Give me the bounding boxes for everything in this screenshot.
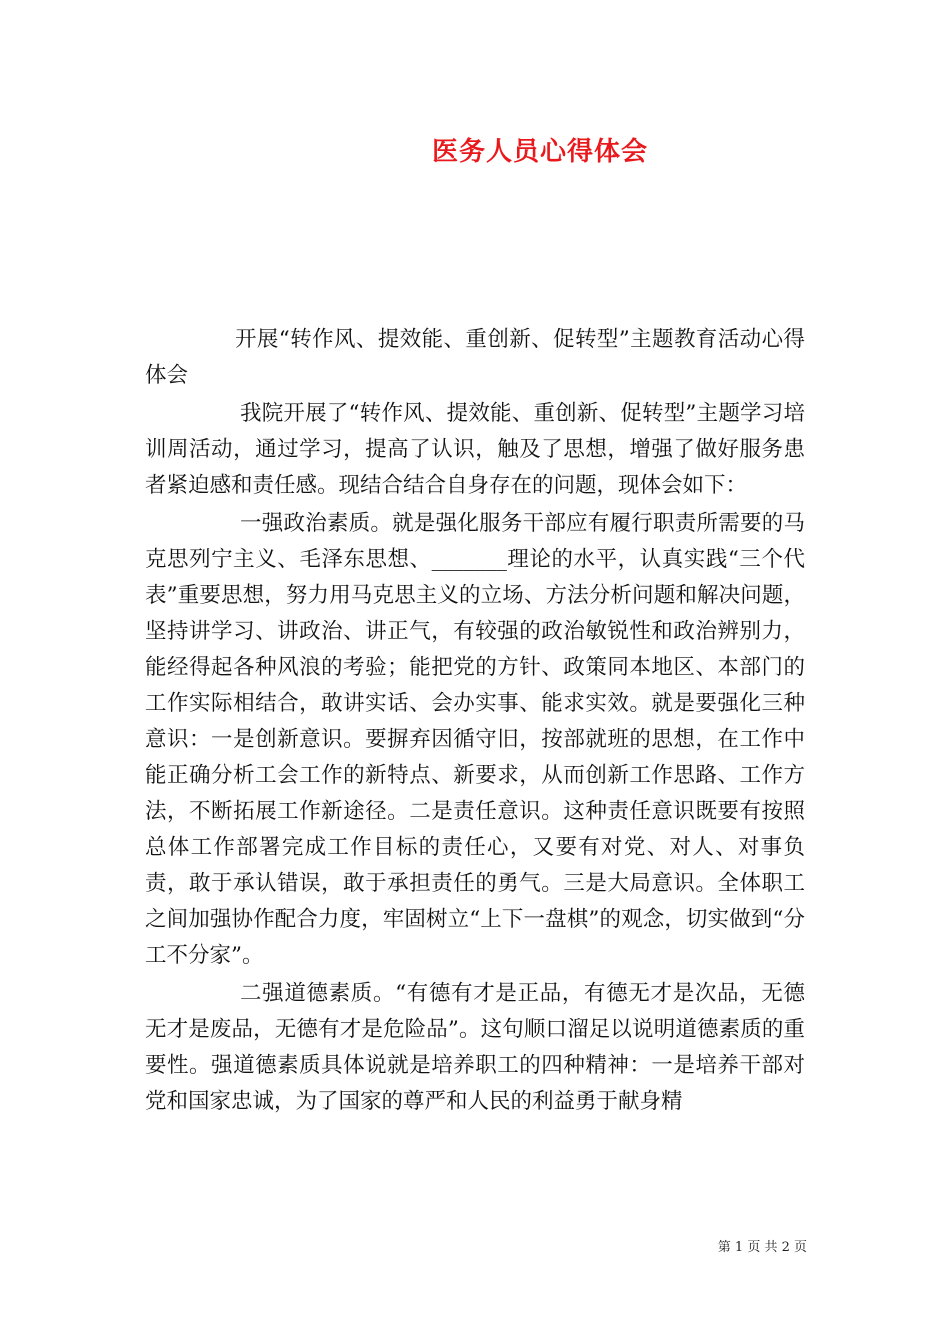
paragraph-intro: 我院开展了“转作风、提效能、重创新、促转型”主题学习培训周活动，通过学习，提高了认识，触及了思想，增强了做好服务患者紧迫感和责任感。现结合结合自身存在的问题，现体会如下： (145, 401, 805, 498)
paragraph-political-quality: 一强政治素质。就是强化服务干部应有履行职责所需要的马克思列宁主义、毛泽东思想、_______理论的水平，认真实践“三个代表”重要思想，努力用马克思主义的立场、方法分析问题和解决问题，坚持讲学习、讲政治、讲正气，有较强的政治敏锐性和政治辨别力，能经得起各种风浪的考验；能把党的方针、政策同本地区、本部门的工作实际相结合，敢讲实话、会办实事、能求实效。就是要强化三种意识：一是创新意识。要摒弃因循守旧，按部就班的思想，在工作中能正确分析工会工作的新特点、新要求，从而创新工作思路、工作方法，不断拓展工作新途径。二是责任意识。这种责任意识既要有按照总体工作部署完成工作目标的责任心，又要有对党、对人、对事负责，敢于承认错误，敢于承担责任的勇气。三是大局意识。全体职工之间加强协作配合力度，牢固树立“上下一盘棋”的观念，切实做到“分工不分家”。 (145, 511, 805, 968)
paragraph-moral-quality: 二强道德素质。“有德有才是正品，有德无才是次品，无德无才是废品，无德有才是危险品”。这句顺口溜足以说明道德素质的重要性。强道德素质具体说就是培养职工的四种精神：一是培养干部对党和国家忠诚，为了国家的尊严和人民的利益勇于献身精 (145, 981, 805, 1114)
document-title: 医务人员心得体会 (431, 137, 648, 167)
document-body (145, 322, 805, 1122)
paragraph-heading: 开展“转作风、提效能、重创新、促转型”主题教育活动心得体会 (145, 327, 805, 388)
page-number-footer: 第 1 页 共 2 页 (717, 1240, 807, 1255)
